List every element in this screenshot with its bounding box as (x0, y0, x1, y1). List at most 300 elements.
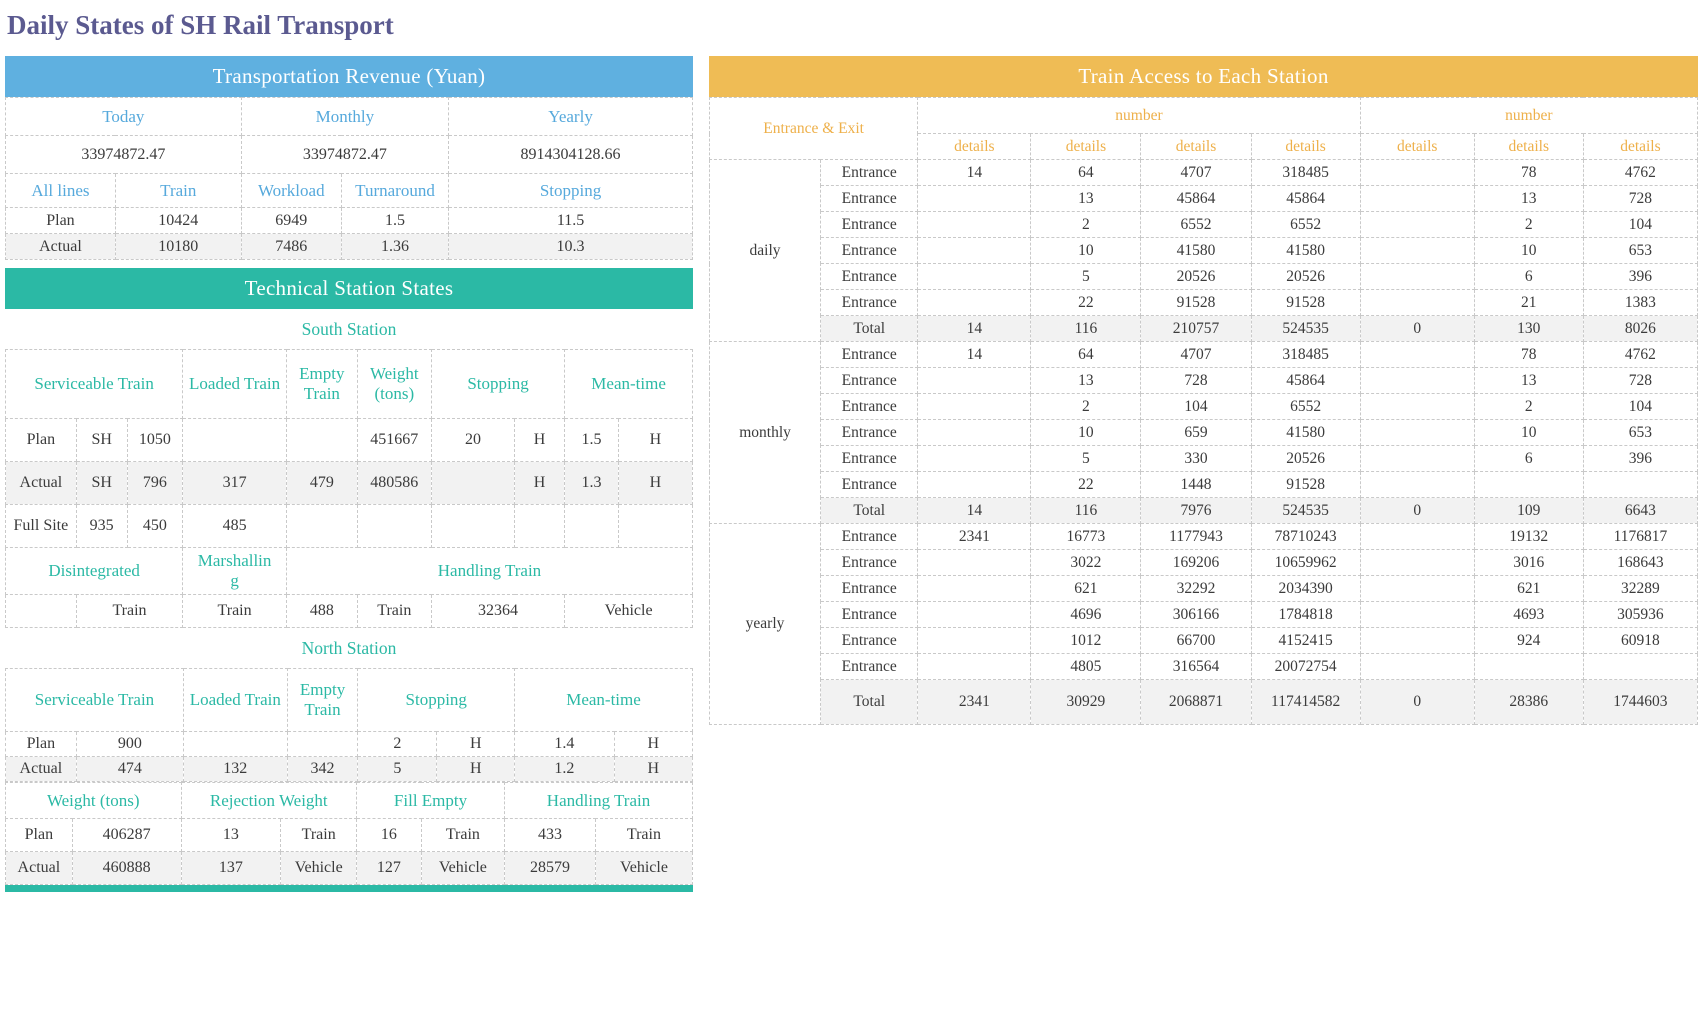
group-daily (710, 160, 1698, 342)
cell: Train (421, 819, 504, 852)
row-label: Entrance (821, 342, 918, 368)
cell: 60918 (1583, 628, 1697, 654)
cell: 78 (1474, 342, 1583, 368)
table-row (6, 419, 693, 462)
cell: 1.3 (565, 462, 619, 505)
cell: Vehicle (595, 852, 692, 885)
right-panel (709, 56, 1698, 725)
metric-header: Turnaround (341, 174, 448, 208)
cell: H (437, 757, 515, 782)
cell: 10659962 (1251, 550, 1360, 576)
cell (1474, 472, 1583, 498)
cell: 450 (127, 505, 183, 548)
table-row (6, 98, 693, 136)
row-label: Full Site (6, 505, 77, 548)
cell: 406287 (72, 819, 181, 852)
cell: 2 (358, 732, 437, 757)
cell: 1383 (1583, 290, 1697, 316)
row-label: Entrance (821, 212, 918, 238)
total-row (710, 316, 1698, 342)
cell: 4696 (1031, 602, 1141, 628)
table-row (710, 472, 1698, 498)
cell: 169206 (1141, 550, 1251, 576)
cell: H (614, 732, 692, 757)
cell: 479 (286, 462, 357, 505)
table-row (6, 462, 693, 505)
cell: 1.2 (515, 757, 615, 782)
cell: 20526 (1251, 446, 1360, 472)
cell: 524535 (1251, 316, 1360, 342)
cell (1360, 342, 1474, 368)
group-label: monthly (710, 342, 821, 524)
page-title: Daily States of SH Rail Transport (7, 10, 394, 40)
row-label: Plan (6, 419, 77, 462)
cell (287, 732, 358, 757)
cell: 796 (127, 462, 183, 505)
cell (1360, 160, 1474, 186)
row-label: Entrance (821, 602, 918, 628)
details-header: details (1251, 134, 1360, 160)
details-header: details (918, 134, 1031, 160)
col-header: Stopping (431, 350, 564, 419)
row-label: Total (821, 680, 918, 725)
table-row (710, 446, 1698, 472)
cell: 22 (1031, 472, 1141, 498)
col-header: Loaded Train (183, 350, 287, 419)
cell: 1.5 (341, 208, 448, 234)
cell: Train (76, 595, 182, 628)
row-label: Actual (6, 852, 73, 885)
cell: 728 (1141, 368, 1251, 394)
cell (431, 505, 514, 548)
cell: H (618, 462, 692, 505)
cell: 305936 (1583, 602, 1697, 628)
cell (1360, 472, 1474, 498)
cell: Vehicle (565, 595, 693, 628)
cell (918, 186, 1031, 212)
cell: 109 (1474, 498, 1583, 524)
cell: 318485 (1251, 342, 1360, 368)
cell: 2 (1474, 394, 1583, 420)
cell: 32292 (1141, 576, 1251, 602)
row-label: Entrance (821, 394, 918, 420)
cell (6, 595, 77, 628)
revenue-title-bar: Transportation Revenue (Yuan) (5, 56, 693, 97)
col-header: Handling Train (286, 548, 692, 595)
cell: 6643 (1583, 498, 1697, 524)
cell: 11.5 (449, 208, 693, 234)
period-header: Monthly (241, 98, 448, 136)
cell: 13 (1031, 186, 1141, 212)
table-row (710, 394, 1698, 420)
cell: 396 (1583, 446, 1697, 472)
table-row (6, 234, 693, 260)
cell: 64 (1031, 342, 1141, 368)
cell: 20526 (1251, 264, 1360, 290)
cell: 117414582 (1251, 680, 1360, 725)
cell (918, 290, 1031, 316)
cell: 13 (1474, 186, 1583, 212)
content-columns (5, 56, 1703, 892)
details-header: details (1031, 134, 1141, 160)
cell: 524535 (1251, 498, 1360, 524)
cell: 1.5 (565, 419, 619, 462)
table-row (6, 732, 693, 757)
row-label: Entrance (821, 160, 918, 186)
row-label: Total (821, 498, 918, 524)
cell: 6 (1474, 264, 1583, 290)
cell: 2341 (918, 680, 1031, 725)
col-header: Fill Empty (357, 783, 505, 819)
cell: 32289 (1583, 576, 1697, 602)
cell: 924 (1474, 628, 1583, 654)
cell: 342 (287, 757, 358, 782)
cell: 2 (1031, 394, 1141, 420)
cell: 10180 (115, 234, 241, 260)
cell: 91528 (1141, 290, 1251, 316)
cell (918, 212, 1031, 238)
cell: 2341 (918, 524, 1031, 550)
table-row (6, 669, 693, 732)
cell: 28579 (505, 852, 596, 885)
col-header: Weight (tons) (6, 783, 182, 819)
cell: 318485 (1251, 160, 1360, 186)
cell (357, 505, 431, 548)
cell (1360, 576, 1474, 602)
cell: 5 (1031, 264, 1141, 290)
total-row (710, 680, 1698, 725)
cell: 14 (918, 316, 1031, 342)
col-header: Rejection Weight (181, 783, 357, 819)
cell: 1050 (127, 419, 183, 462)
cell: 21 (1474, 290, 1583, 316)
entrance-exit-header: Entrance & Exit (710, 98, 918, 160)
south-station-label: South Station (301, 319, 397, 339)
north-station-table (5, 668, 693, 782)
cell: Train (281, 819, 357, 852)
cell: 137 (181, 852, 281, 885)
cell: 1448 (1141, 472, 1251, 498)
cell: 4693 (1474, 602, 1583, 628)
cell (1360, 212, 1474, 238)
cell: H (614, 757, 692, 782)
cell: 6552 (1251, 394, 1360, 420)
cell: 45864 (1251, 186, 1360, 212)
cell: 485 (183, 505, 287, 548)
cell: 4707 (1141, 342, 1251, 368)
cell: 210757 (1141, 316, 1251, 342)
cell: 728 (1583, 186, 1697, 212)
cell: 45864 (1251, 368, 1360, 394)
north-station-label: North Station (301, 638, 397, 658)
cell: 4707 (1141, 160, 1251, 186)
cell (1360, 602, 1474, 628)
cell (918, 420, 1031, 446)
north-sub-table (5, 782, 693, 885)
col-header: Serviceable Train (6, 350, 183, 419)
table-row (710, 576, 1698, 602)
group-yearly (710, 524, 1698, 725)
row-label: Entrance (821, 238, 918, 264)
cell: 10 (1474, 420, 1583, 446)
cell: 45864 (1141, 186, 1251, 212)
cell: 91528 (1251, 290, 1360, 316)
cell: 168643 (1583, 550, 1697, 576)
cell (918, 368, 1031, 394)
table-row (710, 420, 1698, 446)
bottom-accent-strip (5, 885, 693, 892)
cell: 13 (1474, 368, 1583, 394)
table-row (710, 98, 1698, 134)
cell: SH (76, 419, 127, 462)
cell (918, 550, 1031, 576)
cell: 0 (1360, 316, 1474, 342)
left-panel (5, 56, 693, 892)
col-header: Marshalling (183, 548, 287, 595)
row-label: Entrance (821, 186, 918, 212)
cell: 10.3 (449, 234, 693, 260)
number-header: number (1360, 98, 1697, 134)
cell: 480586 (357, 462, 431, 505)
cell: 2 (1031, 212, 1141, 238)
cell: 7976 (1141, 498, 1251, 524)
table-row (710, 212, 1698, 238)
total-row (710, 498, 1698, 524)
cell: 116 (1031, 498, 1141, 524)
cell: 19132 (1474, 524, 1583, 550)
metric-header: Workload (241, 174, 341, 208)
cell: 41580 (1251, 420, 1360, 446)
table-row (710, 264, 1698, 290)
cell: 659 (1141, 420, 1251, 446)
row-label: Entrance (821, 524, 918, 550)
cell: 10424 (115, 208, 241, 234)
table-row (6, 757, 693, 782)
row-label: Entrance (821, 368, 918, 394)
row-label: Actual (6, 757, 77, 782)
cell (918, 628, 1031, 654)
period-value: 33974872.47 (6, 136, 242, 174)
access-table (709, 97, 1698, 725)
row-label: Plan (6, 732, 77, 757)
cell (1360, 654, 1474, 680)
col-header: Handling Train (505, 783, 693, 819)
details-header: details (1583, 134, 1697, 160)
cell: 316564 (1141, 654, 1251, 680)
cell: 41580 (1251, 238, 1360, 264)
cell: SH (76, 462, 127, 505)
cell (515, 505, 565, 548)
table-row (710, 342, 1698, 368)
cell (918, 264, 1031, 290)
cell: 451667 (357, 419, 431, 462)
row-label: Entrance (821, 472, 918, 498)
cell: 1177943 (1141, 524, 1251, 550)
cell (618, 505, 692, 548)
table-row (6, 783, 693, 819)
cell: Train (357, 595, 431, 628)
cell (1583, 654, 1697, 680)
cell: H (618, 419, 692, 462)
cell: 2068871 (1141, 680, 1251, 725)
metric-header: Stopping (449, 174, 693, 208)
cell: 7486 (241, 234, 341, 260)
period-header: Today (6, 98, 242, 136)
access-title-bar: Train Access to Each Station (709, 56, 1698, 97)
row-label: Entrance (821, 628, 918, 654)
cell: 116 (1031, 316, 1141, 342)
cell (1360, 420, 1474, 446)
cell: 4805 (1031, 654, 1141, 680)
cell: 6552 (1251, 212, 1360, 238)
table-row (6, 350, 693, 419)
cell: 130 (1474, 316, 1583, 342)
col-header: Loaded Train (183, 669, 287, 732)
table-row (710, 628, 1698, 654)
col-header: Weight (tons) (357, 350, 431, 419)
cell: 3016 (1474, 550, 1583, 576)
cell (918, 602, 1031, 628)
cell: H (437, 732, 515, 757)
table-row (710, 238, 1698, 264)
group-label: yearly (710, 524, 821, 725)
cell (1360, 264, 1474, 290)
cell (183, 732, 287, 757)
cell: Train (595, 819, 692, 852)
cell: 14 (918, 160, 1031, 186)
table-row (6, 548, 693, 595)
cell: 317 (183, 462, 287, 505)
cell: 306166 (1141, 602, 1251, 628)
cell: 621 (1031, 576, 1141, 602)
group-monthly (710, 342, 1698, 524)
details-header: details (1141, 134, 1251, 160)
col-header: Empty Train (287, 669, 358, 732)
cell: 653 (1583, 420, 1697, 446)
table-row (6, 595, 693, 628)
cell (918, 654, 1031, 680)
cell: 653 (1583, 238, 1697, 264)
details-header: details (1474, 134, 1583, 160)
cell: 10 (1031, 420, 1141, 446)
row-label: Plan (6, 208, 116, 234)
cell: 6552 (1141, 212, 1251, 238)
cell: 1744603 (1583, 680, 1697, 725)
cell: 2034390 (1251, 576, 1360, 602)
cell (918, 472, 1031, 498)
cell: 1784818 (1251, 602, 1360, 628)
cell: 104 (1583, 212, 1697, 238)
cell (1360, 394, 1474, 420)
col-header: Mean-time (515, 669, 693, 732)
cell: 6 (1474, 446, 1583, 472)
period-value: 8914304128.66 (449, 136, 693, 174)
cell: 4152415 (1251, 628, 1360, 654)
cell: 4762 (1583, 342, 1697, 368)
cell: 78 (1474, 160, 1583, 186)
table-row (710, 186, 1698, 212)
cell (1474, 654, 1583, 680)
cell: 728 (1583, 368, 1697, 394)
number-header: number (918, 98, 1360, 134)
cell: 66700 (1141, 628, 1251, 654)
cell: 16 (357, 819, 422, 852)
row-label: Plan (6, 819, 73, 852)
cell: 0 (1360, 680, 1474, 725)
cell: Train (183, 595, 287, 628)
south-station-table (5, 349, 693, 628)
cell: 13 (1031, 368, 1141, 394)
technical-title-bar: Technical Station States (5, 268, 693, 309)
cell (1360, 368, 1474, 394)
cell (1360, 628, 1474, 654)
cell: 132 (183, 757, 287, 782)
cell: 1176817 (1583, 524, 1697, 550)
table-row (6, 505, 693, 548)
cell: 104 (1583, 394, 1697, 420)
table-row (6, 819, 693, 852)
cell (1360, 550, 1474, 576)
cell: 3022 (1031, 550, 1141, 576)
cell: 0 (1360, 498, 1474, 524)
cell (1360, 290, 1474, 316)
cell: H (515, 419, 565, 462)
row-label: Entrance (821, 290, 918, 316)
cell: 41580 (1141, 238, 1251, 264)
period-value: 33974872.47 (241, 136, 448, 174)
cell: 104 (1141, 394, 1251, 420)
cell (918, 394, 1031, 420)
group-label: daily (710, 160, 821, 342)
cell (918, 576, 1031, 602)
cell: 1012 (1031, 628, 1141, 654)
row-label: Total (821, 316, 918, 342)
cell: 10 (1031, 238, 1141, 264)
cell: 30929 (1031, 680, 1141, 725)
cell: 4762 (1583, 160, 1697, 186)
table-row (710, 160, 1698, 186)
cell (286, 419, 357, 462)
cell: 488 (286, 595, 357, 628)
cell: 935 (76, 505, 127, 548)
details-header: details (1360, 134, 1474, 160)
row-label: Actual (6, 462, 77, 505)
cell: 460888 (72, 852, 181, 885)
cell (1360, 186, 1474, 212)
col-header: Mean-time (565, 350, 693, 419)
cell: 14 (918, 498, 1031, 524)
table-row (710, 290, 1698, 316)
metric-header: Train (115, 174, 241, 208)
period-header: Yearly (449, 98, 693, 136)
cell: 330 (1141, 446, 1251, 472)
cell: 20072754 (1251, 654, 1360, 680)
cell: 22 (1031, 290, 1141, 316)
revenue-table (5, 97, 693, 260)
cell: 1.36 (341, 234, 448, 260)
row-label: Entrance (821, 446, 918, 472)
cell: 2 (1474, 212, 1583, 238)
cell: 13 (181, 819, 281, 852)
row-label: Entrance (821, 264, 918, 290)
cell: 10 (1474, 238, 1583, 264)
cell (286, 505, 357, 548)
table-row (710, 550, 1698, 576)
cell: Vehicle (421, 852, 504, 885)
metric-header: All lines (6, 174, 116, 208)
cell: 621 (1474, 576, 1583, 602)
cell: 474 (76, 757, 183, 782)
